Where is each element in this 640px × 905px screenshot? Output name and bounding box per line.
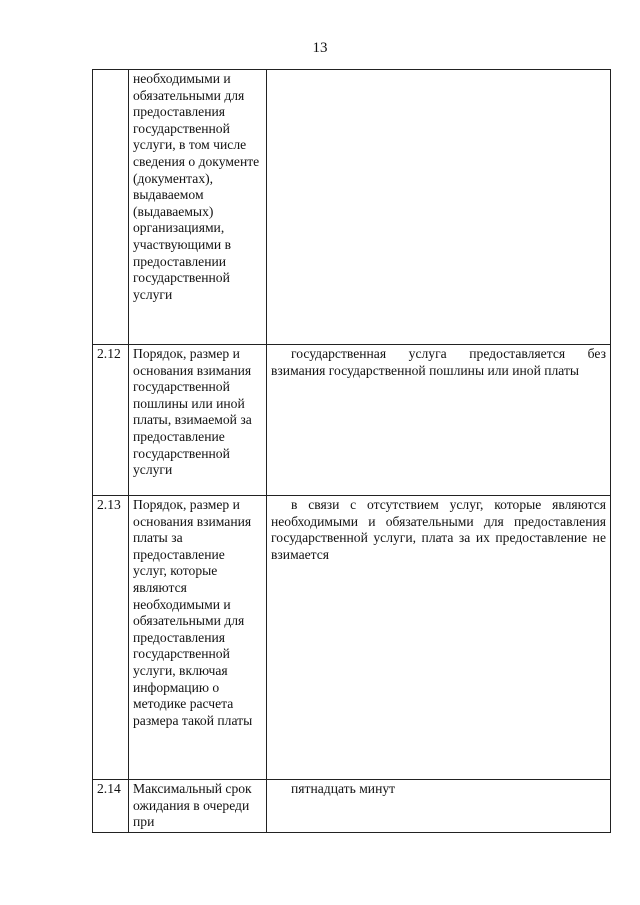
item-value (267, 496, 611, 780)
item-number (93, 70, 129, 345)
item-name: Максимальный срок ожидания в очереди при (129, 780, 267, 833)
item-value (267, 70, 611, 345)
item-value (267, 345, 611, 496)
item-number: 2.13 (93, 496, 129, 780)
item-name: Порядок, размер и основания взимания государственной пошлины или иной платы, взимаемой за предоставление государственной услуги (129, 345, 267, 496)
item-name: Порядок, размер и основания взимания платы за предоставление услуг, которые являются необходимыми и обязательными для предоставления государственной услуги, включая информацию о методике расчета размера такой платы (129, 496, 267, 780)
item-value-text: в связи с отсутствием услуг, которые являются необходимыми и обязательными для предоставления государственной услуги, плата за их предоставление не взимается (271, 497, 606, 562)
table-row (93, 496, 611, 780)
table-row (93, 70, 611, 345)
regulation-table (92, 69, 611, 833)
item-name: необходимыми и обязательными для предоставления государственной услуги, в том числе сведения о документе (документах), выдаваемом (выдаваемых) организациями, участвующими в предоставлении государственной услуги (129, 70, 267, 345)
page-number: 13 (312, 40, 328, 56)
item-value-text: государственная услуга предоставляется без взимания государственной пошлины или иной платы (271, 346, 606, 378)
table-row (93, 345, 611, 496)
item-value (267, 780, 611, 833)
item-number: 2.12 (93, 345, 129, 496)
item-number: 2.14 (93, 780, 129, 833)
table-row (93, 780, 611, 833)
item-value-text: пятнадцать минут (291, 781, 396, 796)
